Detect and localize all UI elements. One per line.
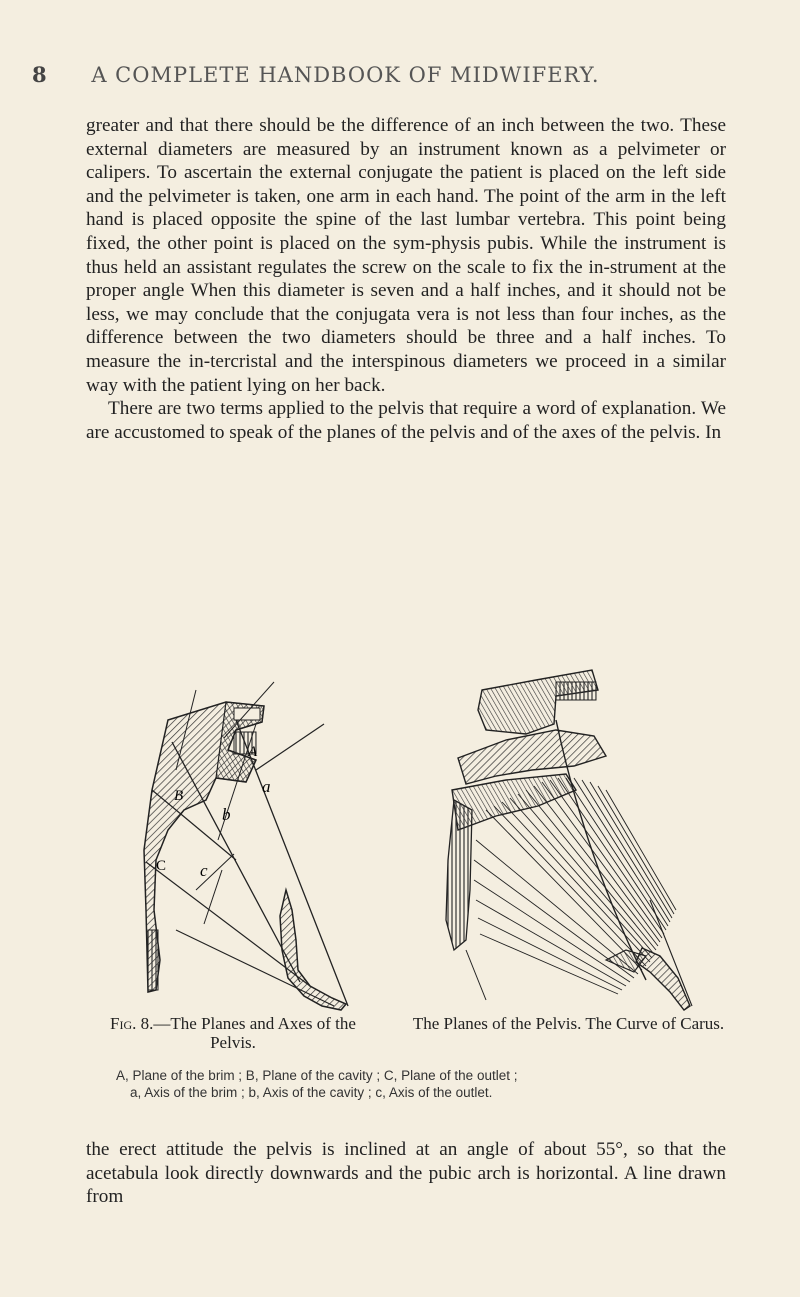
legend-line: A, Plane of the brim ; B, Plane of the cavity ; C, Plane of the outlet ;	[116, 1068, 518, 1083]
running-title: A COMPLETE HANDBOOK OF MIDWIFERY.	[91, 63, 600, 87]
right-pelvis-diagram	[446, 670, 692, 1010]
label-c: c	[200, 861, 208, 880]
figure-legend	[116, 1067, 706, 1101]
paragraph: There are two terms applied to the pelvis that require a word of explanation. We are accustomed to speak of the planes of the pelvis and of the axes of the pelvis. In	[86, 398, 726, 443]
running-header	[32, 62, 732, 87]
paragraph: the erect attitude the pelvis is inclined at an angle of about 55°, so that the acetabula look directly downwards and the pubic arch is horizontal. A line drawn from	[86, 1139, 726, 1208]
pubis-drawing	[280, 890, 346, 1010]
left-pelvis-diagram	[144, 682, 348, 1010]
body-text-bottom	[86, 1138, 726, 1209]
page-number: 8	[32, 62, 48, 87]
label-B: B	[174, 788, 184, 804]
caption-left-text: —The Planes and Axes of the Pelvis.	[153, 1014, 356, 1052]
figure-caption	[88, 1014, 728, 1060]
caption-left	[88, 1014, 378, 1052]
label-b: b	[222, 805, 231, 824]
label-C: C	[156, 858, 167, 874]
label-a: a	[262, 777, 271, 796]
caption-right: The Planes of the Pelvis. The Curve of Carus.	[412, 1014, 725, 1033]
figure-number: Fig. 8.	[110, 1014, 154, 1033]
label-A: A	[248, 744, 258, 760]
legend-line: a, Axis of the brim ; b, Axis of the cavity ; c, Axis of the outlet.	[130, 1085, 493, 1100]
body-text-top	[86, 114, 726, 444]
figure-8	[86, 660, 726, 1020]
pelvis-illustration	[86, 660, 726, 1020]
paragraph: greater and that there should be the difference of an inch between the two. These external diameters are measured by an instrument known as a pelvimeter or calipers. To ascertain the external conjugate the patient is placed on the left side and the pelvimeter is taken, one arm in each hand. The point of the arm in the left hand is placed opposite the spine of the last lumbar vertebra. This point being fixed, the other point is placed on the sym-physis pubis. While the instrument is thus held an assistant regulates the screw on the scale to fix the in-strument at the proper angle When this diameter is seven and a half inches, and it should not be less, we may conclude that the conjugata vera is not less than four inches, as the difference between the two diameters should be three and a half inches. To measure the in-tercristal and the interspinous diameters we proceed in a similar way with the patient lying on her back.	[86, 115, 726, 396]
